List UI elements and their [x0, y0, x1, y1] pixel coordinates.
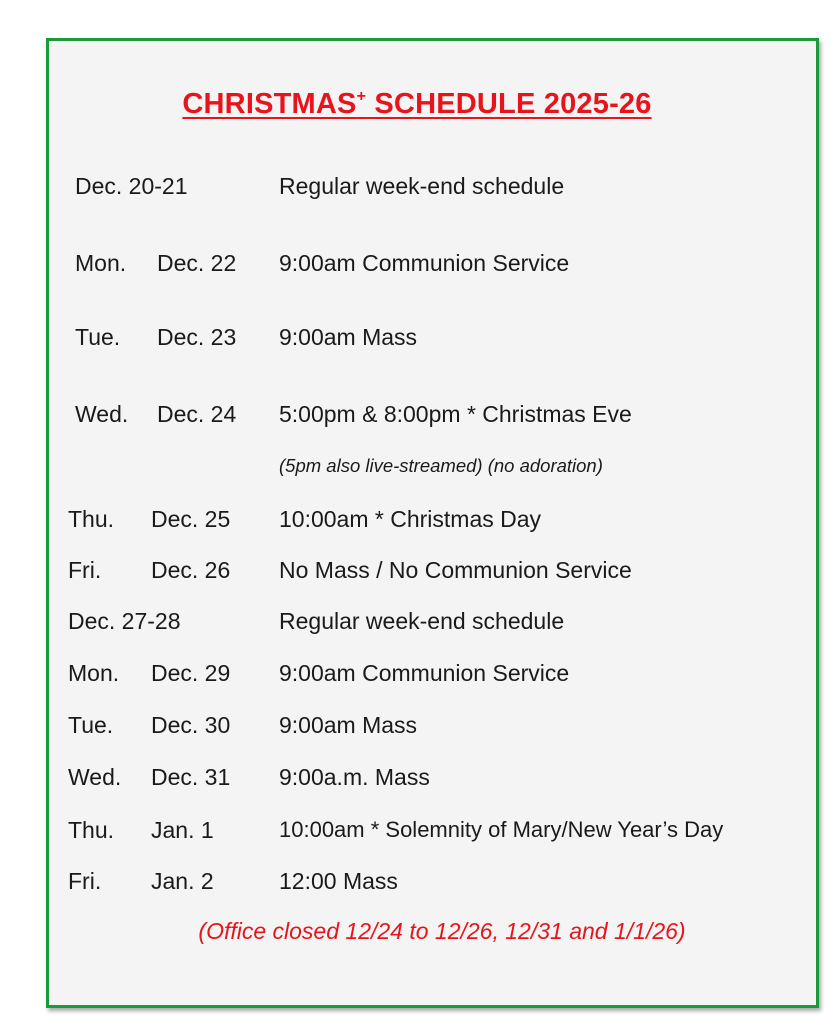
row-event: Regular week-end schedule: [279, 173, 565, 199]
row-date: Jan. 2: [151, 868, 214, 894]
title-main: CHRISTMAS: [182, 88, 357, 120]
row-event: 9:00am Mass: [279, 712, 418, 738]
row-event: 12:00 Mass: [279, 868, 398, 894]
row-event: 5:00pm & 8:00pm * Christmas Eve: [279, 401, 632, 427]
row-day: Dec. 20-21: [75, 173, 188, 199]
row-date: Dec. 31: [151, 764, 231, 790]
schedule-row: [0, 816, 834, 844]
row-day: Tue.: [75, 324, 121, 350]
schedule-row: [0, 607, 834, 635]
row-date: Dec. 29: [151, 660, 231, 686]
row-day: Wed.: [68, 764, 122, 790]
office-closed-note: (Office closed 12/24 to 12/26, 12/31 and 1/1/26): [198, 918, 686, 944]
row-day: Mon.: [75, 250, 127, 276]
title-rest: SCHEDULE 2025-26: [366, 88, 652, 120]
row-day: Thu.: [68, 817, 115, 843]
row-event: 10:00am * Christmas Day: [279, 506, 542, 532]
row-event: 9:00am Communion Service: [279, 660, 570, 686]
row-date: Dec. 22: [157, 250, 237, 276]
schedule-row: [0, 172, 834, 200]
row-day: Fri.: [68, 868, 102, 894]
title-superscript: +: [356, 88, 367, 105]
row-date: Dec. 25: [151, 506, 231, 532]
row-date: Dec. 26: [151, 557, 231, 583]
schedule-row: [0, 763, 834, 791]
schedule-row: [0, 505, 834, 533]
schedule-row: [0, 867, 834, 895]
row-event: 9:00am Communion Service: [279, 250, 570, 276]
schedule-title: [0, 88, 834, 121]
schedule-row: [0, 711, 834, 739]
row-day: Thu.: [68, 506, 115, 532]
row-event: 10:00am * Solemnity of Mary/New Year’s Day: [279, 817, 724, 842]
row-date: Dec. 30: [151, 712, 231, 738]
row-date: Dec. 24: [157, 401, 237, 427]
schedule-row: [0, 659, 834, 687]
row-day: Wed.: [75, 401, 129, 427]
schedule-row: [0, 323, 834, 351]
row-day: Tue.: [68, 712, 114, 738]
christmas-eve-note: (5pm also live-streamed) (no adoration): [279, 455, 603, 476]
schedule-row: [0, 556, 834, 584]
row-day: Mon.: [68, 660, 120, 686]
schedule-row: [0, 249, 834, 277]
row-event: 9:00am Mass: [279, 324, 418, 350]
row-day: Fri.: [68, 557, 102, 583]
row-event: Regular week-end schedule: [279, 608, 565, 634]
row-day: Dec. 27-28: [68, 608, 181, 634]
row-date: Dec. 23: [157, 324, 237, 350]
row-date: Jan. 1: [151, 817, 214, 843]
schedule-row: [0, 400, 834, 428]
row-event: No Mass / No Communion Service: [279, 557, 632, 583]
row-event: 9:00a.m. Mass: [279, 764, 430, 790]
